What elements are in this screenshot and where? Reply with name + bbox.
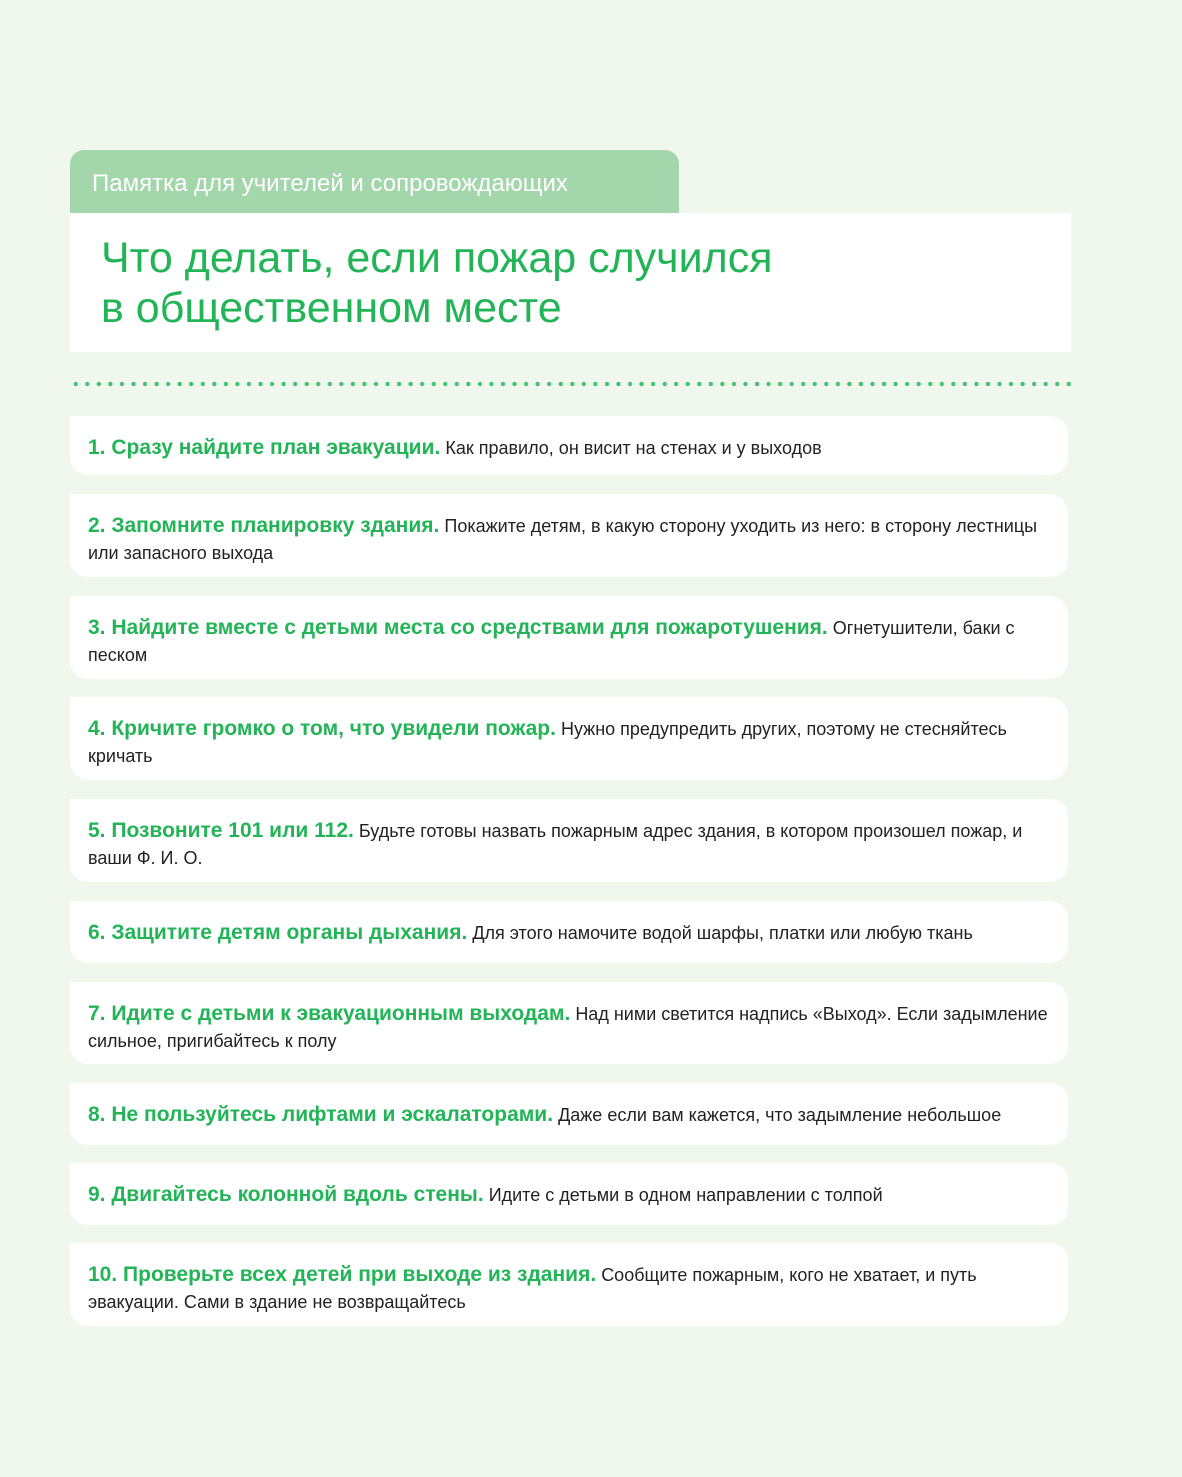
item-text: Как правило, он висит на стенах и у выходов bbox=[445, 438, 822, 458]
item-text: Огнетушители, баки с песком bbox=[88, 618, 1015, 665]
item-heading: 3. Найдите вместе с детьми места со средствами для пожаротушения. bbox=[88, 616, 828, 639]
dotted-divider bbox=[70, 380, 1071, 388]
item-heading: 1. Сразу найдите план эвакуации. bbox=[88, 436, 441, 459]
list-item bbox=[70, 799, 1068, 882]
item-heading: 10. Проверьте всех детей при выходе из здания. bbox=[88, 1263, 597, 1286]
item-text: Идите с детьми в одном направлении с толпой bbox=[488, 1185, 883, 1205]
list-item bbox=[70, 494, 1068, 577]
item-text: Покажите детям, в какую сторону уходить из него: в сторону лестницы или запасного выхода bbox=[88, 516, 1038, 563]
item-heading: 5. Позвоните 101 или 112. bbox=[88, 819, 354, 842]
item-text: Для этого намочите водой шарфы, платки или любую ткань bbox=[472, 923, 973, 943]
item-heading: 7. Идите с детьми к эвакуационным выходам. bbox=[88, 1002, 571, 1025]
list-item bbox=[70, 596, 1068, 679]
item-text: Сообщите пожарным, кого не хватает, и путь эвакуации. Сами в здание не возвращайтесь bbox=[88, 1265, 977, 1312]
list-item bbox=[70, 1243, 1068, 1326]
list-item bbox=[70, 1083, 1068, 1145]
list-item bbox=[70, 901, 1068, 963]
page-title-line-1: Что делать, если пожар случился bbox=[101, 234, 773, 282]
item-text: Над ними светится надпись «Выход». Если задымление сильное, пригибайтесь к полу bbox=[88, 1004, 1048, 1051]
item-heading: 4. Кричите громко о том, что увидели пожар. bbox=[88, 717, 556, 740]
item-heading: 6. Защитите детям органы дыхания. bbox=[88, 921, 468, 944]
list-item bbox=[70, 697, 1068, 780]
item-heading: 9. Двигайтесь колонной вдоль стены. bbox=[88, 1183, 484, 1206]
list-item bbox=[70, 416, 1068, 475]
page-title-line-2: в общественном месте bbox=[101, 284, 562, 332]
item-text: Нужно предупредить других, поэтому не стесняйтесь кричать bbox=[88, 719, 1007, 766]
header-tab: Памятка для учителей и сопровождающих bbox=[70, 150, 679, 214]
title-box bbox=[70, 213, 1071, 352]
item-text: Будьте готовы назвать пожарным адрес здания, в котором произошел пожар, и ваши Ф. И. О. bbox=[88, 821, 1023, 868]
item-heading: 2. Запомните планировку здания. bbox=[88, 514, 440, 537]
list-item bbox=[70, 982, 1068, 1064]
item-heading: 8. Не пользуйтесь лифтами и эскалаторами. bbox=[88, 1103, 554, 1126]
list-item bbox=[70, 1163, 1068, 1225]
item-text: Даже если вам кажется, что задымление небольшое bbox=[558, 1105, 1002, 1125]
